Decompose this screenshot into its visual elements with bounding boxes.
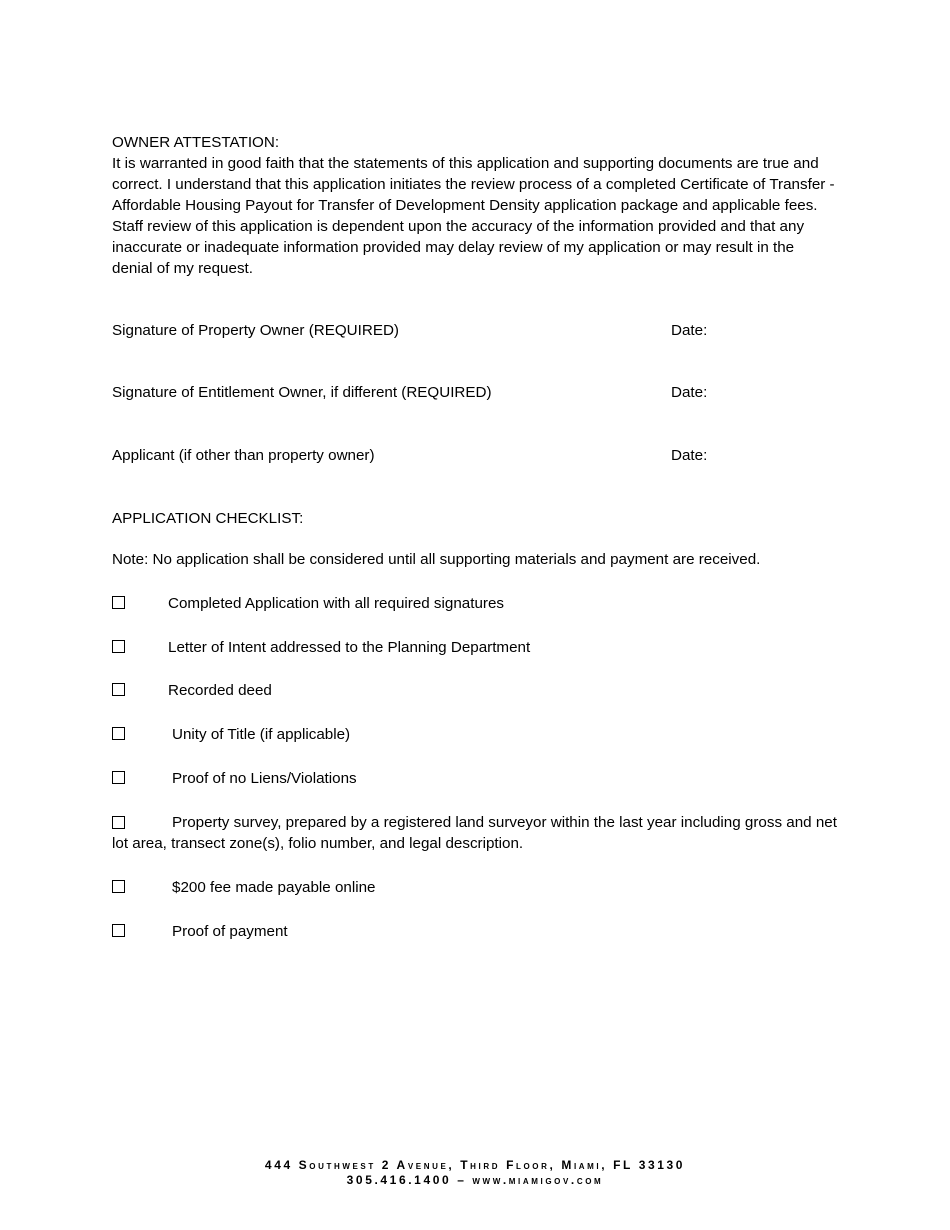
checkbox[interactable] bbox=[112, 924, 125, 937]
footer-contact: 305.416.1400 – www.miamigov.com bbox=[346, 1173, 604, 1187]
signature-entitlement-owner-date-label: Date: bbox=[671, 384, 708, 401]
checkbox[interactable] bbox=[112, 880, 125, 893]
signature-property-owner-label: Signature of Property Owner (REQUIRED) bbox=[112, 322, 399, 339]
checklist-item[interactable] bbox=[112, 724, 837, 745]
footer-address: 444 Southwest 2 Avenue, Third Floor, Miami, FL 33130 bbox=[264, 1158, 686, 1172]
owner-attestation-heading: OWNER ATTESTATION: bbox=[112, 134, 280, 151]
checkbox[interactable] bbox=[112, 816, 125, 829]
checklist-item-label: Letter of Intent addressed to the Planning Department bbox=[168, 639, 531, 656]
checklist-item[interactable] bbox=[112, 637, 837, 658]
checklist-item-label: Property survey, prepared by a registered land surveyor within the last year including gross and net lot area, transect zone(s), folio number, and legal description. bbox=[112, 814, 837, 852]
checklist-note: Note: No application shall be considered until all supporting materials and payment are received. bbox=[112, 551, 761, 568]
checkbox[interactable] bbox=[112, 727, 125, 740]
signature-property-owner-date-label: Date: bbox=[671, 322, 708, 339]
checklist-item-label: Completed Application with all required signatures bbox=[168, 595, 505, 612]
checklist-heading: APPLICATION CHECKLIST: bbox=[112, 510, 304, 527]
owner-attestation-body: It is warranted in good faith that the statements of this application and supporting documents are true and correct. I understand that this application initiates the review process of a completed Certificate of Transfer - Affordable Housing Payout for Transfer of Development Density application package and applicable fees. Staff review of this application is dependent upon the accuracy of the information provided and that any inaccurate or inadequate information provided may delay review of my application or may result in the denial of my request. bbox=[112, 155, 835, 277]
checklist-item[interactable] bbox=[112, 812, 837, 854]
checklist-item-label: $200 fee made payable online bbox=[172, 879, 376, 896]
checklist-item-label: Unity of Title (if applicable) bbox=[172, 726, 351, 743]
applicant-signature-date-label: Date: bbox=[671, 447, 708, 464]
checklist-item[interactable] bbox=[112, 593, 837, 614]
checklist-item-label: Recorded deed bbox=[168, 682, 272, 699]
checklist-item[interactable] bbox=[112, 680, 837, 701]
checklist-item-label: Proof of no Liens/Violations bbox=[172, 770, 357, 787]
checklist-item[interactable] bbox=[112, 877, 837, 898]
checkbox[interactable] bbox=[112, 596, 125, 609]
checkbox[interactable] bbox=[112, 771, 125, 784]
checkbox[interactable] bbox=[112, 683, 125, 696]
checklist-item[interactable] bbox=[112, 921, 837, 942]
checklist-item[interactable] bbox=[112, 768, 837, 789]
applicant-signature-label: Applicant (if other than property owner) bbox=[112, 447, 375, 464]
signature-entitlement-owner-label: Signature of Entitlement Owner, if different (REQUIRED) bbox=[112, 384, 492, 401]
checkbox[interactable] bbox=[112, 640, 125, 653]
checklist-item-label: Proof of payment bbox=[172, 923, 288, 940]
